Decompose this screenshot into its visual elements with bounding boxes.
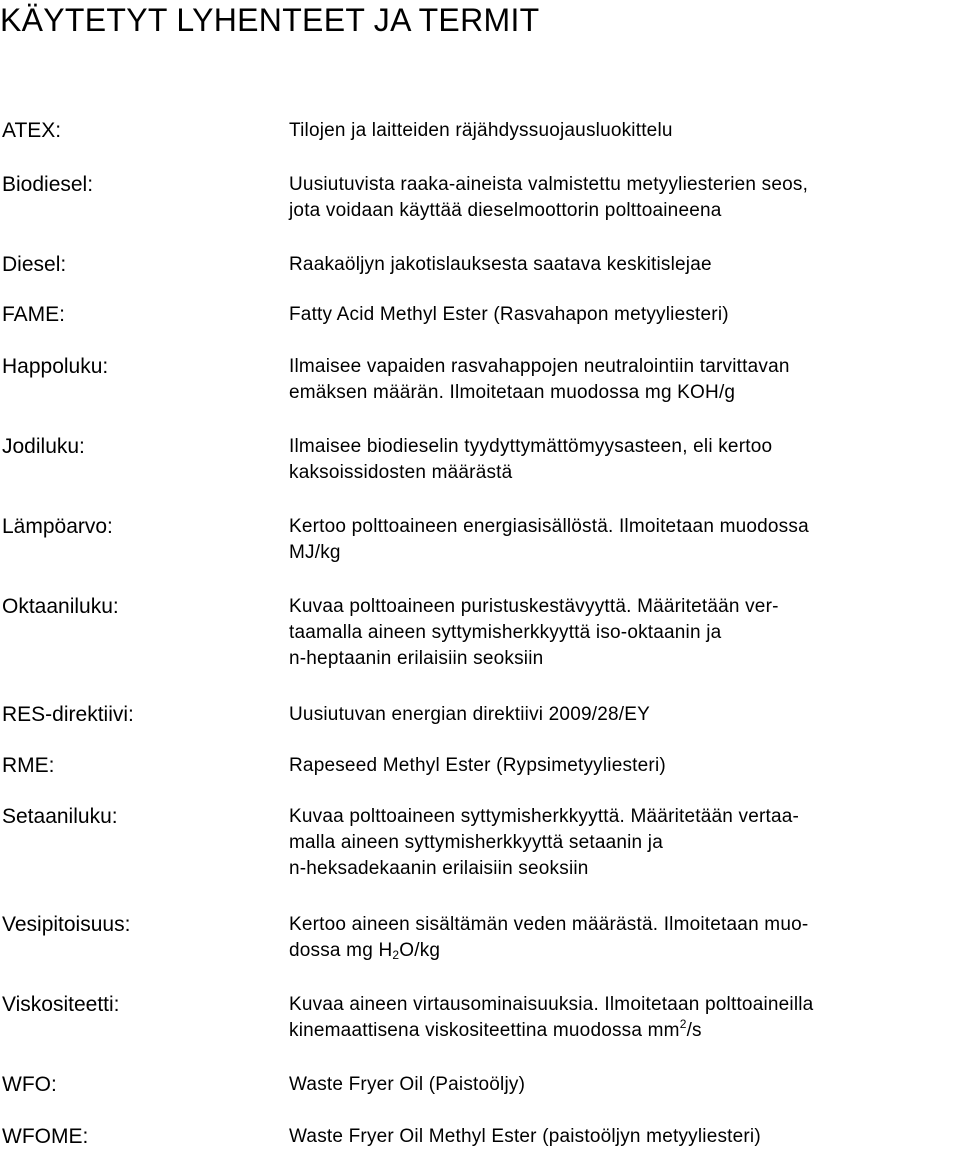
term-definition [289, 804, 957, 882]
definition-line: Ilmaisee vapaiden rasvahappojen neutralointiin tarvittavan [289, 356, 790, 377]
definition-line [289, 938, 957, 964]
term-label: RME: [2, 754, 55, 777]
definition-line: Uusiutuvan energian direktiivi 2009/28/EY [289, 704, 650, 725]
definition-line: n-heksadekaanin erilaisiin seoksiin [289, 858, 589, 879]
term-label: RES-direktiivi: [2, 703, 134, 726]
term-definition [289, 912, 957, 964]
term-definition [289, 992, 957, 1044]
definition-line: Rapeseed Methyl Ester (Rypsimetyyliesteri) [289, 755, 666, 776]
definition-line: Fatty Acid Methyl Ester (Rasvahapon metyyliesteri) [289, 304, 729, 325]
term-label: Biodiesel: [2, 173, 94, 196]
definition-line: MJ/kg [289, 542, 341, 563]
definition-line: taamalla aineen syttymisherkkyyttä iso-oktaanin ja [289, 622, 722, 643]
term-label: Jodiluku: [2, 435, 85, 458]
term-label: Setaaniluku: [2, 805, 118, 828]
term-definition [289, 118, 957, 144]
definition-line: Ilmaisee biodieselin tyydyttymättömyysasteen, eli kertoo [289, 436, 773, 457]
definition-line: Waste Fryer Oil Methyl Ester (paistoöljyn metyyliesteri) [289, 1126, 761, 1147]
term-label: Vesipitoisuus: [2, 913, 131, 936]
definition-line: Tilojen ja laitteiden räjähdyssuojausluokittelu [289, 120, 673, 141]
definition-text: kinemaattisena viskositeettina muodossa mm [289, 1020, 680, 1041]
term-definition [289, 1124, 957, 1150]
term-definition [289, 594, 957, 672]
term-label: Lämpöarvo: [2, 515, 113, 538]
term-definition [289, 514, 957, 566]
definition-line: malla aineen syttymisherkkyyttä setaanin ja [289, 832, 663, 853]
definition-line: Kertoo polttoaineen energiasisällöstä. Ilmoitetaan muodossa [289, 516, 809, 537]
definition-line [289, 1018, 957, 1044]
definition-line: Kuvaa polttoaineen puristuskestävyyttä. Määritetään ver- [289, 596, 779, 617]
term-label: Diesel: [2, 253, 67, 276]
definition-line: n-heptaanin erilaisiin seoksiin [289, 648, 544, 669]
term-label: FAME: [2, 303, 66, 326]
superscript: 2 [679, 1017, 687, 1031]
term-definition [289, 354, 957, 406]
definition-text: dossa mg H [289, 940, 393, 961]
subscript: 2 [392, 948, 400, 962]
definition-line: kaksoissidosten määrästä [289, 462, 513, 483]
definition-line: Kuvaa polttoaineen syttymisherkkyyttä. Määritetään vertaa- [289, 806, 800, 827]
definition-line: Kuvaa aineen virtausominaisuuksia. Ilmoitetaan polttoaineilla [289, 994, 814, 1015]
term-definition [289, 172, 957, 224]
definition-text: /s [686, 1020, 702, 1041]
definition-line: jota voidaan käyttää dieselmoottorin polttoaineena [289, 200, 722, 221]
term-definition [289, 1072, 957, 1098]
definition-text: O/kg [399, 940, 441, 961]
term-label: Happoluku: [2, 355, 109, 378]
term-label: Oktaaniluku: [2, 595, 119, 618]
term-definition [289, 302, 957, 328]
definition-line: Kertoo aineen sisältämän veden määrästä. Ilmoitetaan muo- [289, 914, 809, 935]
term-label: WFO: [2, 1073, 57, 1096]
term-definition [289, 252, 957, 278]
definition-line: emäksen määrän. Ilmoitetaan muodossa mg KOH/g [289, 382, 736, 403]
definition-line: Uusiutuvista raaka-aineista valmistettu metyyliesterien seos, [289, 174, 809, 195]
term-label: ATEX: [2, 119, 62, 142]
term-definition [289, 434, 957, 486]
page-title: KÄYTETYT LYHENTEET JA TERMIT [0, 2, 540, 38]
term-definition [289, 753, 957, 779]
term-label: WFOME: [2, 1125, 89, 1148]
term-label: Viskositeetti: [2, 993, 120, 1016]
term-definition [289, 702, 957, 728]
definition-line: Raakaöljyn jakotislauksesta saatava keskitislejae [289, 254, 712, 275]
definition-line: Waste Fryer Oil (Paistoöljy) [289, 1074, 526, 1095]
